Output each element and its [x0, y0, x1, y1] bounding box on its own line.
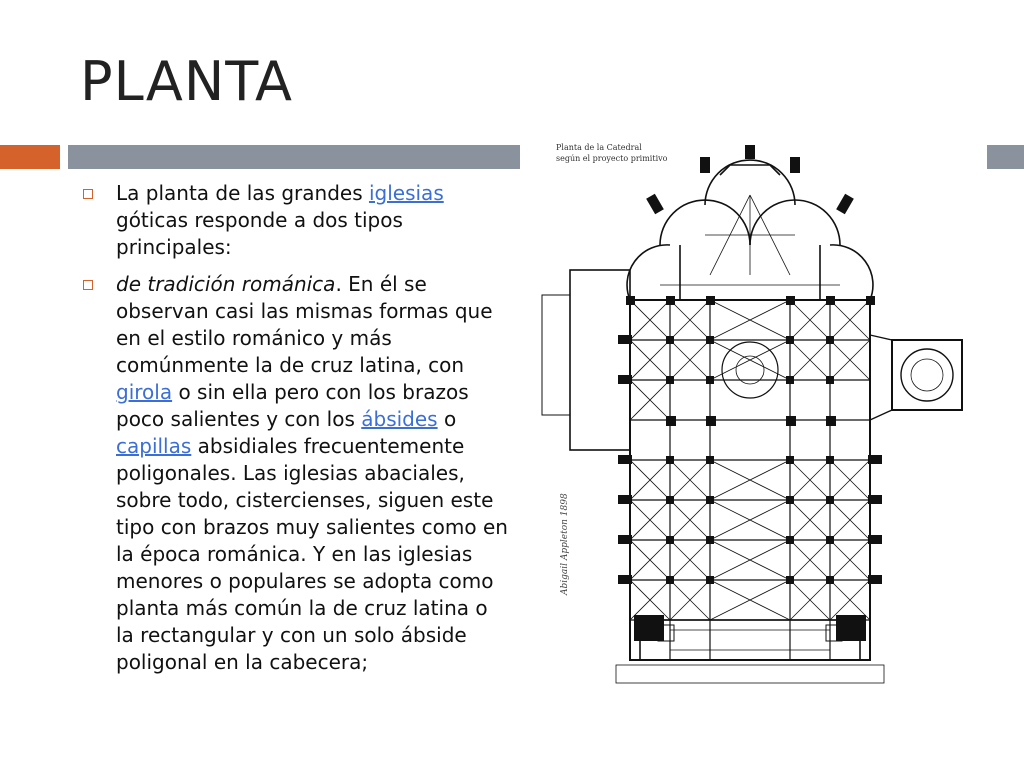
- side-chapel: [892, 340, 962, 410]
- bullet-square-icon: [83, 189, 93, 199]
- bullet-1-text-b: góticas responde a dos tipos principales:: [116, 208, 403, 259]
- link-capillas[interactable]: capillas: [116, 434, 192, 458]
- bullet-item-1: [80, 180, 510, 261]
- bullet-1-text-a: La planta de las grandes: [116, 181, 369, 205]
- divider-bar-left: [68, 145, 520, 169]
- apse-ribs: [660, 195, 840, 285]
- transept-left: [570, 270, 630, 450]
- plan-caption: [556, 142, 667, 164]
- bullet-2-text-d: absidiales frecuentemente poligonales. Las iglesias abaciales, sobre todo, cistercienses, siguen este tipo con brazos muy salientes como en la época románica. Y en las iglesias menores o populares se adopta como planta más común la de cruz latina o la rectangular y con un solo ábside poligonal en la cabecera;: [116, 434, 508, 674]
- cathedral-floor-plan: [530, 135, 990, 695]
- accent-bar: [0, 145, 60, 169]
- bullet-2-emphasis: de tradición románica: [116, 272, 336, 296]
- bullet-item-2: [80, 271, 510, 676]
- link-iglesias[interactable]: iglesias: [368, 181, 444, 205]
- link-girola[interactable]: girola: [116, 380, 173, 404]
- west-front: [640, 620, 860, 660]
- slide-title: PLANTA: [80, 50, 293, 113]
- plan-drawing: [542, 160, 962, 683]
- plan-caption-line-1: Planta de la Catedral: [556, 143, 642, 152]
- bullet-square-icon: [83, 280, 93, 290]
- plan-signature: Abigail Appleton 1898: [560, 493, 570, 595]
- bullet-2-text-b: o sin ella pero con los brazos poco salientes y con los: [116, 380, 469, 431]
- bullet-2-text-c: o: [437, 407, 457, 431]
- divider-bar-right: [987, 145, 1024, 169]
- plan-caption-line-2: según el proyecto primitivo: [556, 154, 668, 163]
- bullet-2-text-a: . En él se observan casi las mismas formas que en el estilo románico y más comúnmente la de cruz latina, con: [116, 272, 493, 377]
- content-body: [80, 180, 510, 686]
- link-absides[interactable]: ábsides: [361, 407, 438, 431]
